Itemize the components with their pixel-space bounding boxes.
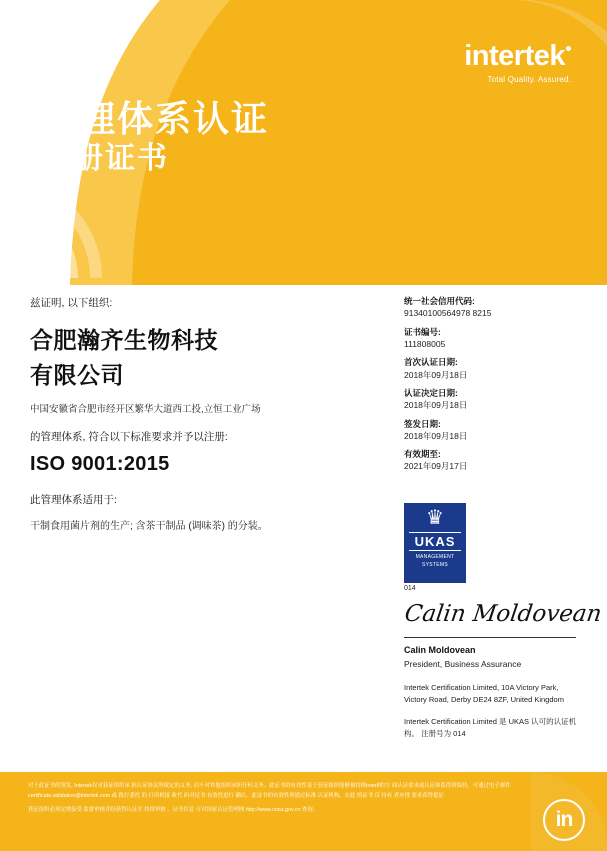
ukas-sub-line1: MANAGEMENT	[415, 554, 455, 560]
crown-icon: ♛	[426, 507, 444, 529]
organization-address: 中国安徽省合肥市经开区繁华大道西工投,立恒工业广场	[30, 404, 261, 415]
meta-value: 2018年09月18日	[404, 430, 468, 441]
certificate-left-column	[30, 295, 390, 535]
footer-paragraph-2: 获证组织必须定期接受 监督审核并经获得认证并 持续审核 。证书信息 可对国家认证管理网 http://www.cnca.gov.cn 查询。	[28, 807, 319, 813]
meta-label: 统一社会信用代码:	[404, 296, 475, 306]
logo-wordmark	[464, 42, 571, 71]
certificate-body	[0, 285, 607, 772]
signature-rule	[404, 637, 576, 638]
meta-label: 首次认证日期:	[404, 357, 458, 368]
certificate-title	[41, 98, 269, 178]
signatory-name: Calin Moldovean	[404, 645, 476, 655]
scope-lead-text: 此管理体系适用于:	[30, 494, 117, 506]
signature-image: Calin Moldovean	[403, 601, 604, 627]
certificate-metadata	[404, 295, 584, 479]
meta-value: 91340100564978 8215	[404, 308, 492, 319]
meta-row	[404, 295, 584, 320]
ukas-name: UKAS	[409, 532, 461, 551]
lead-text: 兹证明, 以下组织:	[30, 297, 113, 309]
intertek-logo	[464, 42, 571, 84]
meta-row	[404, 326, 584, 351]
meta-value: 111808005	[404, 338, 446, 349]
meta-label: 证书编号:	[404, 326, 441, 337]
organization-name-line1: 合肥瀚齐生物科技	[30, 327, 218, 353]
ukas-sub-line2: SYSTEMS	[422, 561, 448, 568]
footer-band	[0, 772, 607, 851]
logo-tagline: Total Quality. Assured.	[487, 75, 571, 84]
logo-dot-icon	[566, 46, 571, 51]
title-line-2: 注册证书	[41, 142, 169, 176]
accreditation-note: Intertek Certification Limited 是 UKAS 认可的认证机构。 注册号为 014	[404, 717, 577, 739]
standard-name: ISO 9001:2015	[30, 453, 170, 475]
meta-row	[404, 356, 584, 381]
meta-row	[404, 418, 584, 443]
meta-row	[404, 387, 584, 412]
header-band	[0, 0, 607, 285]
organization-name-line2: 有限公司	[30, 361, 124, 388]
signatory-title: President, Business Assurance	[404, 658, 522, 669]
signature-block	[403, 601, 604, 740]
footer-paragraph-1: 对于此证书的签发, Intertek仅对获证组织承 担认证协议所规定的义务, 而不对其他组织承担任何义务。此证书的有效性基于获证组织能够被持续inter8的方 面认证要求或认证体系得到保持。可通过电子邮件 certificate.validation@intertek.com 或 拨打委托 的 打印机接 收代 码对证书 有效性进行 确认。此证书的有效性须通过标准 认证机构。在此 的证书 仅 持有 者应授 要求获得提证	[28, 783, 511, 799]
in-logo-icon: in	[543, 799, 585, 841]
meta-label: 签发日期:	[404, 418, 441, 429]
scope-text: 干制食用菌片剂的生产; 含茶干制品 (调味茶) 的分装。	[30, 521, 268, 532]
footer-disclaimer	[28, 781, 528, 819]
meta-value: 2021年09月17日	[404, 461, 468, 472]
standard-lead-text: 的管理体系, 符合以下标准要求并予以注册:	[30, 431, 228, 443]
ukas-mark	[404, 503, 466, 583]
title-line-1: 管理体系认证	[41, 98, 270, 139]
meta-row	[404, 448, 584, 473]
company-address: Intertek Certification Limited, 10A Victory Park, Victory Road, Derby DE24 8ZF, United Kingdom	[404, 683, 564, 705]
logo-text: intertek	[464, 40, 565, 72]
meta-value: 2018年09月18日	[404, 369, 468, 380]
meta-label: 认证决定日期:	[404, 387, 458, 398]
meta-value: 2018年09月18日	[404, 400, 468, 411]
ukas-number: 014	[404, 585, 416, 592]
meta-label: 有效期至:	[404, 449, 441, 460]
